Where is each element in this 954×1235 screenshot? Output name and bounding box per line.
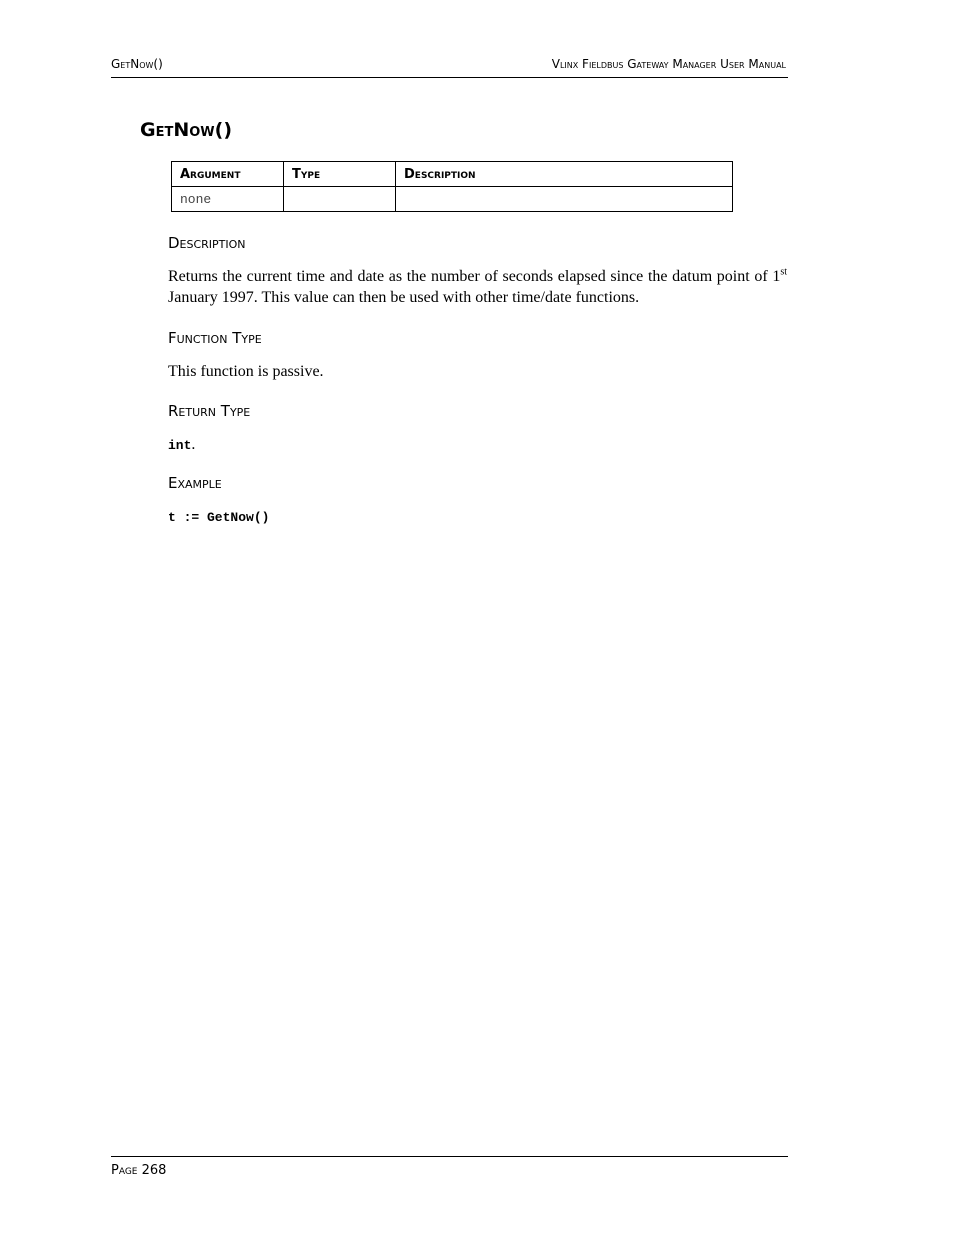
function-type-heading: Function Type	[168, 329, 262, 347]
page-footer	[111, 1156, 788, 1180]
return-type-heading: Return Type	[168, 402, 251, 420]
table-row	[172, 187, 733, 212]
description-heading: Description	[168, 234, 246, 252]
return-type-value: int	[168, 438, 192, 453]
column-header-description: Description	[396, 162, 733, 187]
cell-description	[396, 187, 733, 212]
example-code: t := GetNow()	[168, 510, 270, 525]
header-left-title: GetNow()	[111, 57, 163, 71]
function-type-text: This function is passive.	[168, 363, 324, 380]
arguments-table	[171, 161, 733, 212]
cell-type	[284, 187, 396, 212]
description-text	[168, 266, 787, 308]
page-number: Page 268	[111, 1163, 167, 1178]
description-text-part1: Returns the current time and date as the number of seconds elapsed since the datum point of 1	[168, 268, 781, 285]
return-type-period: .	[191, 436, 196, 453]
description-text-part2: January 1997. This value can then be used with other time/date functions.	[168, 289, 640, 306]
example-heading: Example	[168, 474, 222, 492]
table-header-row	[172, 162, 733, 187]
column-header-argument: Argument	[172, 162, 284, 187]
ordinal-suffix: st	[780, 266, 787, 278]
page-title: GetNow()	[140, 119, 233, 141]
page-header	[111, 55, 788, 78]
column-header-type: Type	[284, 162, 396, 187]
cell-argument: none	[172, 187, 284, 212]
header-manual-title: Vlinx Fieldbus Gateway Manager User Manual	[551, 57, 786, 71]
return-type-code	[168, 436, 195, 454]
